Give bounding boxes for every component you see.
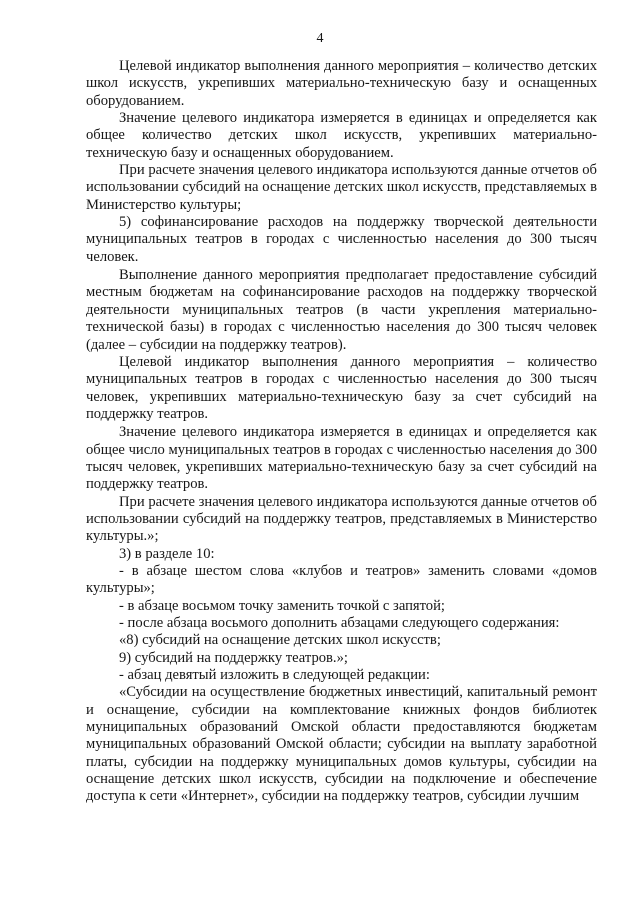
paragraph-reports-theatres: При расчете значения целевого индикатора используются данные отчетов об использовании субсидий на поддержку театров, представляемых в Министерство культуры.»; [86,493,597,545]
paragraph-reports-art-schools: При расчете значения целевого индикатора используются данные отчетов об использовании субсидий на оснащение детских школ искусств, представляемых в Министерство культуры; [86,162,597,213]
paragraph-section-10: 3) в разделе 10: [119,545,215,562]
paragraph-add-paragraphs: - после абзаца восьмого дополнить абзацами следующего содержания: [119,615,560,631]
paragraph-paragraph-eight-change: - в абзаце восьмом точку заменить точкой с запятой; [119,597,445,614]
paragraph-indicator-value-art-schools: Значение целевого индикатора измеряется в единицах и определяется как общее количество детских школ искусств, укрепивших материально-техническую базу и оснащенных оборудованием. [86,110,597,161]
paragraph-added-item-8: «8) субсидий на оснащение детских школ искусств; [119,632,441,649]
paragraph-paragraph-six-change: - в абзаце шестом слова «клубов и театров» заменить словами «домов культуры»; [86,562,597,597]
paragraph-item-5: 5) софинансирование расходов на поддержку творческой деятельности муниципальных театров в городах с численностью населения до 300 тысяч человек. [86,214,597,265]
page-number: 4 [316,31,324,46]
document-body [86,58,597,806]
paragraph-paragraph-nine-change: - абзац девятый изложить в следующей редакции: [119,667,430,684]
paragraph-indicator-value-theatres: Значение целевого индикатора измеряется в единицах и определяется как общее число муниципальных театров в городах с численностью населения до 300 тысяч человек, укрепивших материально-техническую базу за счет субсидий на поддержку театров. [86,424,597,493]
paragraph-new-paragraph-nine: «Субсидии на осуществление бюджетных инвестиций, капитальный ремонт и оснащение, субсидии на комплектование книжных фондов библиотек муниципальных образований Омской области предоставляются бюджетам муниципальных образований Омской области; субсидии на выплату заработной платы, субсидии на поддержку муниципальных домов культуры, субсидии на оснащение детских школ искусств, субсидии на подключение и обеспечение доступа к сети «Интернет», субсидии на поддержку театров, субсидии лучшим [86,684,597,805]
paragraph-added-item-9: 9) субсидий на поддержку театров.»; [119,649,348,666]
paragraph-indicator-art-schools: Целевой индикатор выполнения данного мероприятия – количество детских школ искусств, укрепивших материально-техническую базу и оснащенных оборудованием. [86,58,597,109]
paragraph-theatre-subsidies: Выполнение данного мероприятия предполагает предоставление субсидий местным бюджетам на софинансирование расходов на поддержку творческой деятельности муниципальных театров (в части укрепления материально-технической базы) в городах с численностью населения до 300 тысяч человек (далее – субсидии на поддержку театров). [86,267,597,353]
paragraph-indicator-theatres: Целевой индикатор выполнения данного мероприятия – количество муниципальных театров в городах с численностью населения до 300 тысяч человек, укрепивших материально-техническую базу за счет субсидий на поддержку театров. [86,353,597,422]
